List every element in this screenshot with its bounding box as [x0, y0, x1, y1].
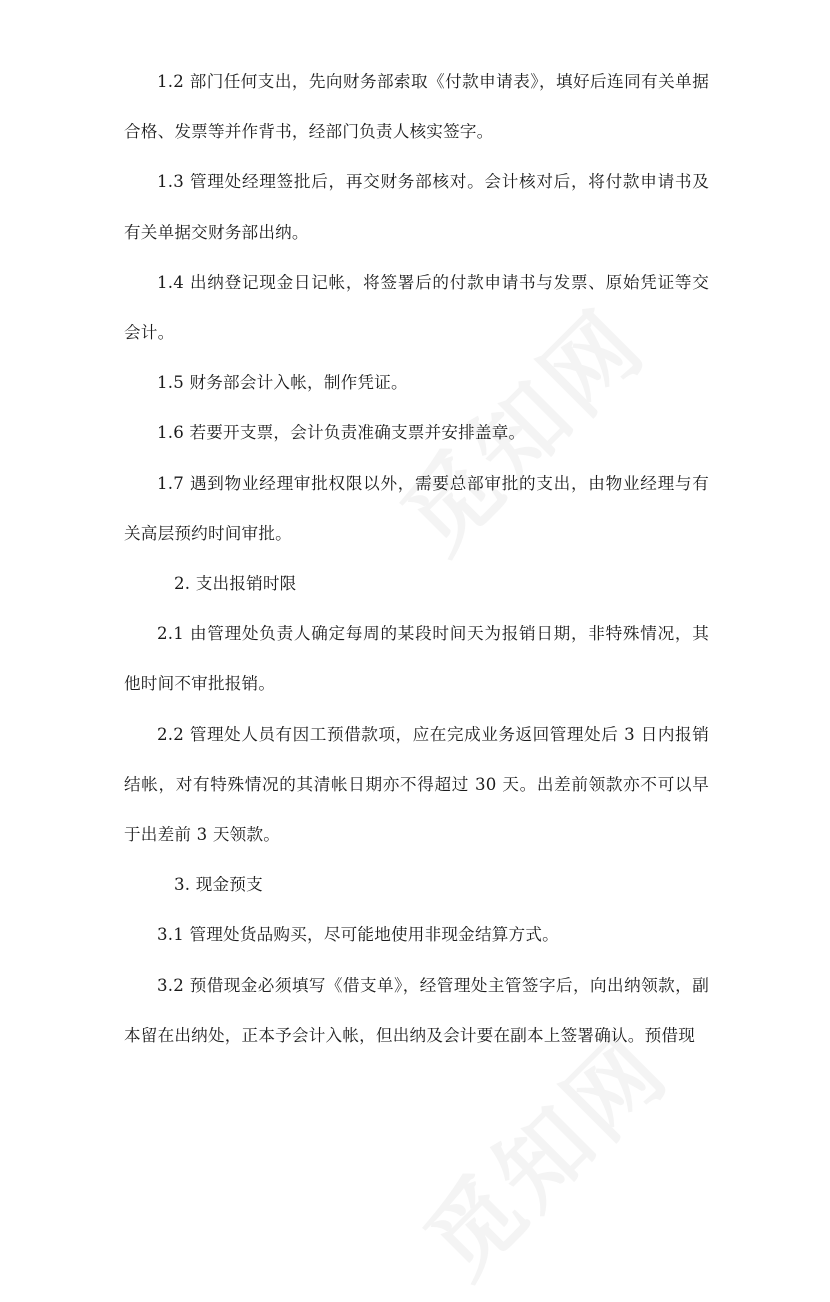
paragraph-1-6: 1.6 若要开支票，会计负责准确支票并安排盖章。	[157, 423, 526, 443]
paragraph-1-5: 1.5 财务部会计入帐，制作凭证。	[157, 373, 408, 393]
paragraph-1-7: 1.7 遇到物业经理审批权限以外，需要总部审批的支出，由物业经理与有关高层预约时间审批。	[124, 473, 709, 543]
paragraph-3-2: 3.2 预借现金必须填写《借支单》，经管理处主管签字后，向出纳领款，副本留在出纳处，正本予会计入帐，但出纳及会计要在副本上签署确认。预借现	[124, 975, 709, 1045]
paragraph-2-1: 2.1 由管理处负责人确定每周的某段时间天为报销日期，非特殊情况，其他时间不审批报销。	[124, 624, 709, 694]
paragraph-1-4: 1.4 出纳登记现金日记帐，将签署后的付款申请书与发票、原始凭证等交会计。	[124, 272, 709, 343]
paragraph-3-1: 3.1 管理处货品购买，尽可能地使用非现金结算方式。	[157, 925, 559, 945]
paragraph-2-2: 2.2 管理处人员有因工预借款项，应在完成业务返回管理处后 3 日内报销结帐，对有特殊情况的其清帐日期亦不得超过 30 天。出差前领款亦不可以早于出差前 3 天领款。	[124, 724, 709, 845]
section-heading-2: 2. 支出报销时限	[174, 574, 297, 594]
paragraph-1-2: 1.2 部门任何支出，先向财务部索取《付款申请表》，填好后连同有关单据合格、发票等并作背书，经部门负责人核实签字。	[124, 72, 709, 142]
paragraph-1-3: 1.3 管理处经理签批后，再交财务部核对。会计核对后，将付款申请书及有关单据交财务部出纳。	[124, 172, 709, 242]
document-body	[124, 57, 709, 1061]
section-heading-3: 3. 现金预支	[174, 875, 263, 895]
